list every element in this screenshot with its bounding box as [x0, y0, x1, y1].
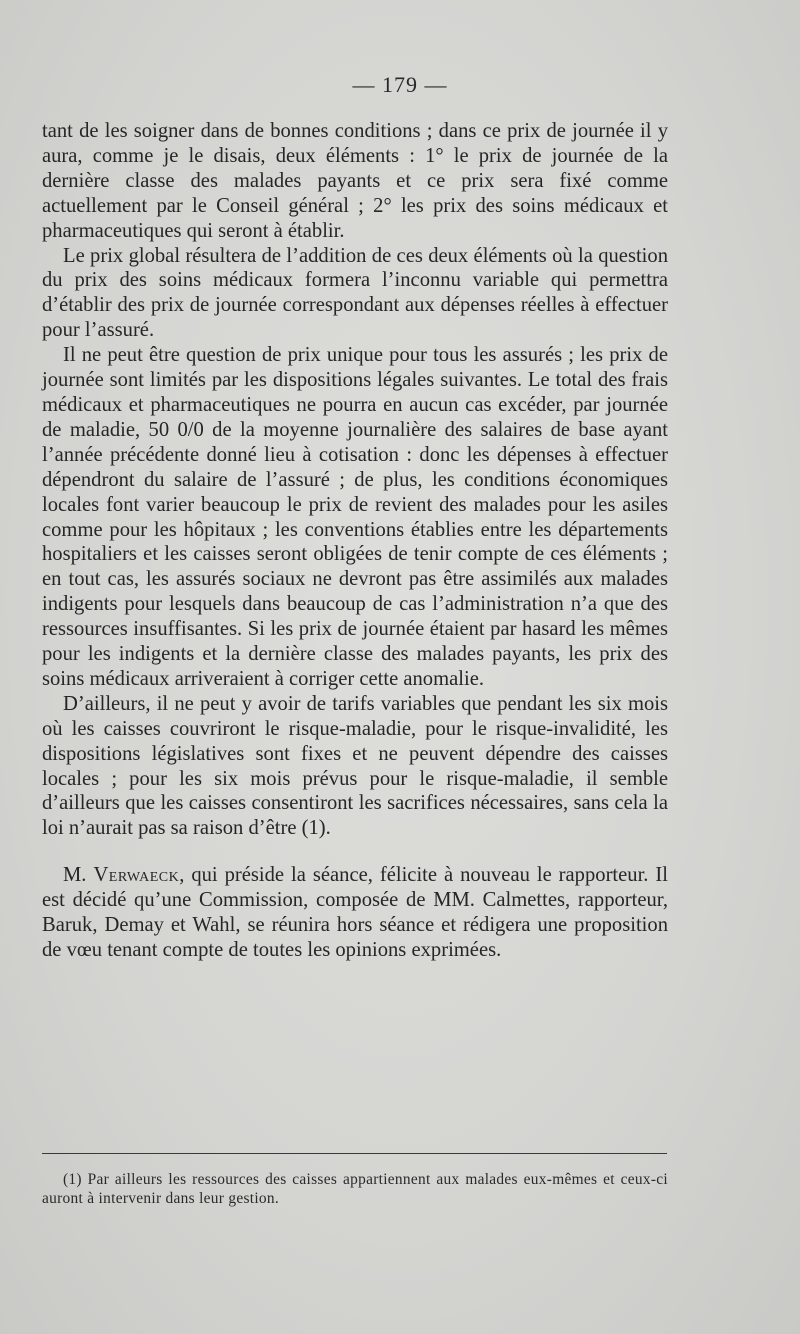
- closing-prefix: M.: [63, 864, 94, 887]
- footnote: (1) Par ailleurs les ressources des caisses appartiennent aux malades eux-mêmes et ceux-ci auront à intervenir dans leur gestion.: [42, 1171, 668, 1207]
- paragraph-continuation: tant de les soigner dans de bonnes conditions ; dans ce prix de journée il y aura, comme je le disais, deux éléments : 1° le prix de journée de la dernière classe des malades payants et ce prix sera fixé comme actuellement par le Conseil général ; 2° les prix des soins médicaux et pharmaceutiques qui seront à établir.: [42, 120, 668, 242]
- paragraph-unique-price: Il ne peut être question de prix unique pour tous les assurés ; les prix de journée sont limités par les dispositions légales suivantes. Le total des frais médicaux et pharmaceutiques ne pourra en aucun cas excéder, par journée de maladie, 50 0/0 de la moyenne journalière des salaires de base ayant l’année précédente donné lieu à cotisation : donc les dépenses à effectuer dépendront du salaire de l’assuré ; de plus, les conditions économiques locales font varier beaucoup le prix de revient des malades pour les asiles comme pour les hôpitaux ; les conventions établies entre les départements hospitaliers et les caisses seront obligées de tenir compte de ces éléments ; en tout cas, les assurés sociaux ne devront pas être assimilés aux malades indigents pour lesquels dans beaucoup de cas l’administration n’a que des ressources insuffisantes. Si les prix de journée étaient par hasard les mêmes pour les indigents et la dernière classe des malades payants, les prix des soins médicaux arriveraient à corriger cette anomalie.: [42, 344, 668, 690]
- page-number: — 179 —: [352, 72, 448, 97]
- closing-text: , qui préside la séance, félicite à nouveau le rapporteur. Il est décidé qu’une Commission, composée de MM. Calmettes, rapporteur, Baruk, Demay et Wahl, se réunira hors séance et rédigera une proposition de vœu tenant compte de toutes les opinions exprimées.: [42, 864, 669, 961]
- paragraph-closing-remarks: [42, 863, 668, 963]
- paragraph-variable-tariffs: D’ailleurs, il ne peut y avoir de tarifs variables que pendant les six mois où les caisses couvriront le risque-maladie, pour le risque-invalidité, les dispositions législatives sont fixes et ne peuvent dépendre des caisses locales ; pour les six mois prévus pour le risque-maladie, il semble d’ailleurs que les caisses consentiront les sacrifices nécessaires, sans cela la loi n’aurait pas sa raison d’être (1).: [42, 692, 668, 840]
- footnote-divider: [42, 1153, 667, 1154]
- speaker-name: Verwaeck: [93, 864, 180, 887]
- body-text: [42, 119, 668, 963]
- paragraph-global-price: Le prix global résultera de l’addition de ces deux éléments où la question du prix des soins médicaux formera l’inconnu variable qui permettra d’établir des prix de journée correspondant aux dépenses réelles à effectuer pour l’assuré.: [42, 244, 668, 342]
